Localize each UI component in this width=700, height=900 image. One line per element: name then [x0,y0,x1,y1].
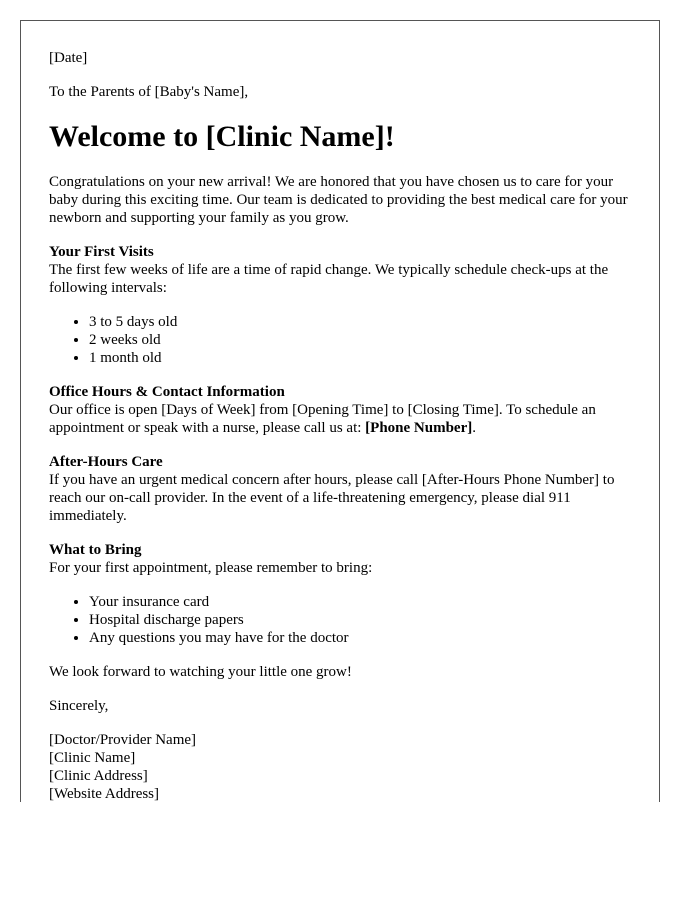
list-item: • 2 weeks old [89,331,639,349]
list-item: • Any questions you may have for the doctor [89,629,639,647]
what-to-bring-title: What to Bring [49,542,142,558]
office-hours-section [49,383,639,437]
list-item: • 1 month old [89,349,639,367]
what-to-bring-section [49,541,639,647]
after-hours-section [49,453,639,525]
signature-clinic: [Clinic Name] [49,750,136,766]
first-visits-section [49,243,639,367]
phone-number: [Phone Number] [365,420,473,436]
office-hours-text [49,401,639,437]
closing-line: We look forward to watching your little one grow! [49,664,352,680]
bring-list [49,593,639,647]
office-hours-title: Office Hours & Contact Information [49,384,285,400]
letter-page [20,20,660,802]
signature-block [49,731,639,802]
first-visits-text: The first few weeks of life are a time of rapid change. We typically schedule check-ups at the following intervals: [49,262,609,296]
after-hours-text: If you have an urgent medical concern after hours, please call [After-Hours Phone Number] to reach our on-call provider. In the event of a life-threatening emergency, please dial 911 immediately. [49,472,615,524]
first-visits-title: Your First Visits [49,244,154,260]
what-to-bring-text: For your first appointment, please remember to bring: [49,560,373,576]
list-item: • Your insurance card [89,593,639,611]
intro-paragraph: Congratulations on your new arrival! We are honored that you have chosen us to care for your baby during this exciting time. Our team is dedicated to providing the best medical care for your newborn and supporting your family as you grow. [49,174,628,226]
after-hours-title: After-Hours Care [49,454,163,470]
salutation: To the Parents of [Baby's Name], [49,84,249,100]
letter-date: [Date] [49,50,88,66]
office-hours-body: Our office is open [Days of Week] from [Opening Time] to [Closing Time]. To schedule an appointment or speak with a nurse, please call us at: [49,402,596,436]
list-item: • Hospital discharge papers [89,611,639,629]
signoff: Sincerely, [49,698,109,714]
office-hours-end: . [472,420,476,436]
list-item: • 3 to 5 days old [89,313,639,331]
letter-body [49,49,639,802]
page-title: Welcome to [Clinic Name]! [49,120,395,153]
signature-address: [Clinic Address] [49,768,148,784]
signature-provider: [Doctor/Provider Name] [49,732,197,748]
visit-schedule-list [49,313,639,367]
signature-website: [Website Address] [49,786,160,802]
